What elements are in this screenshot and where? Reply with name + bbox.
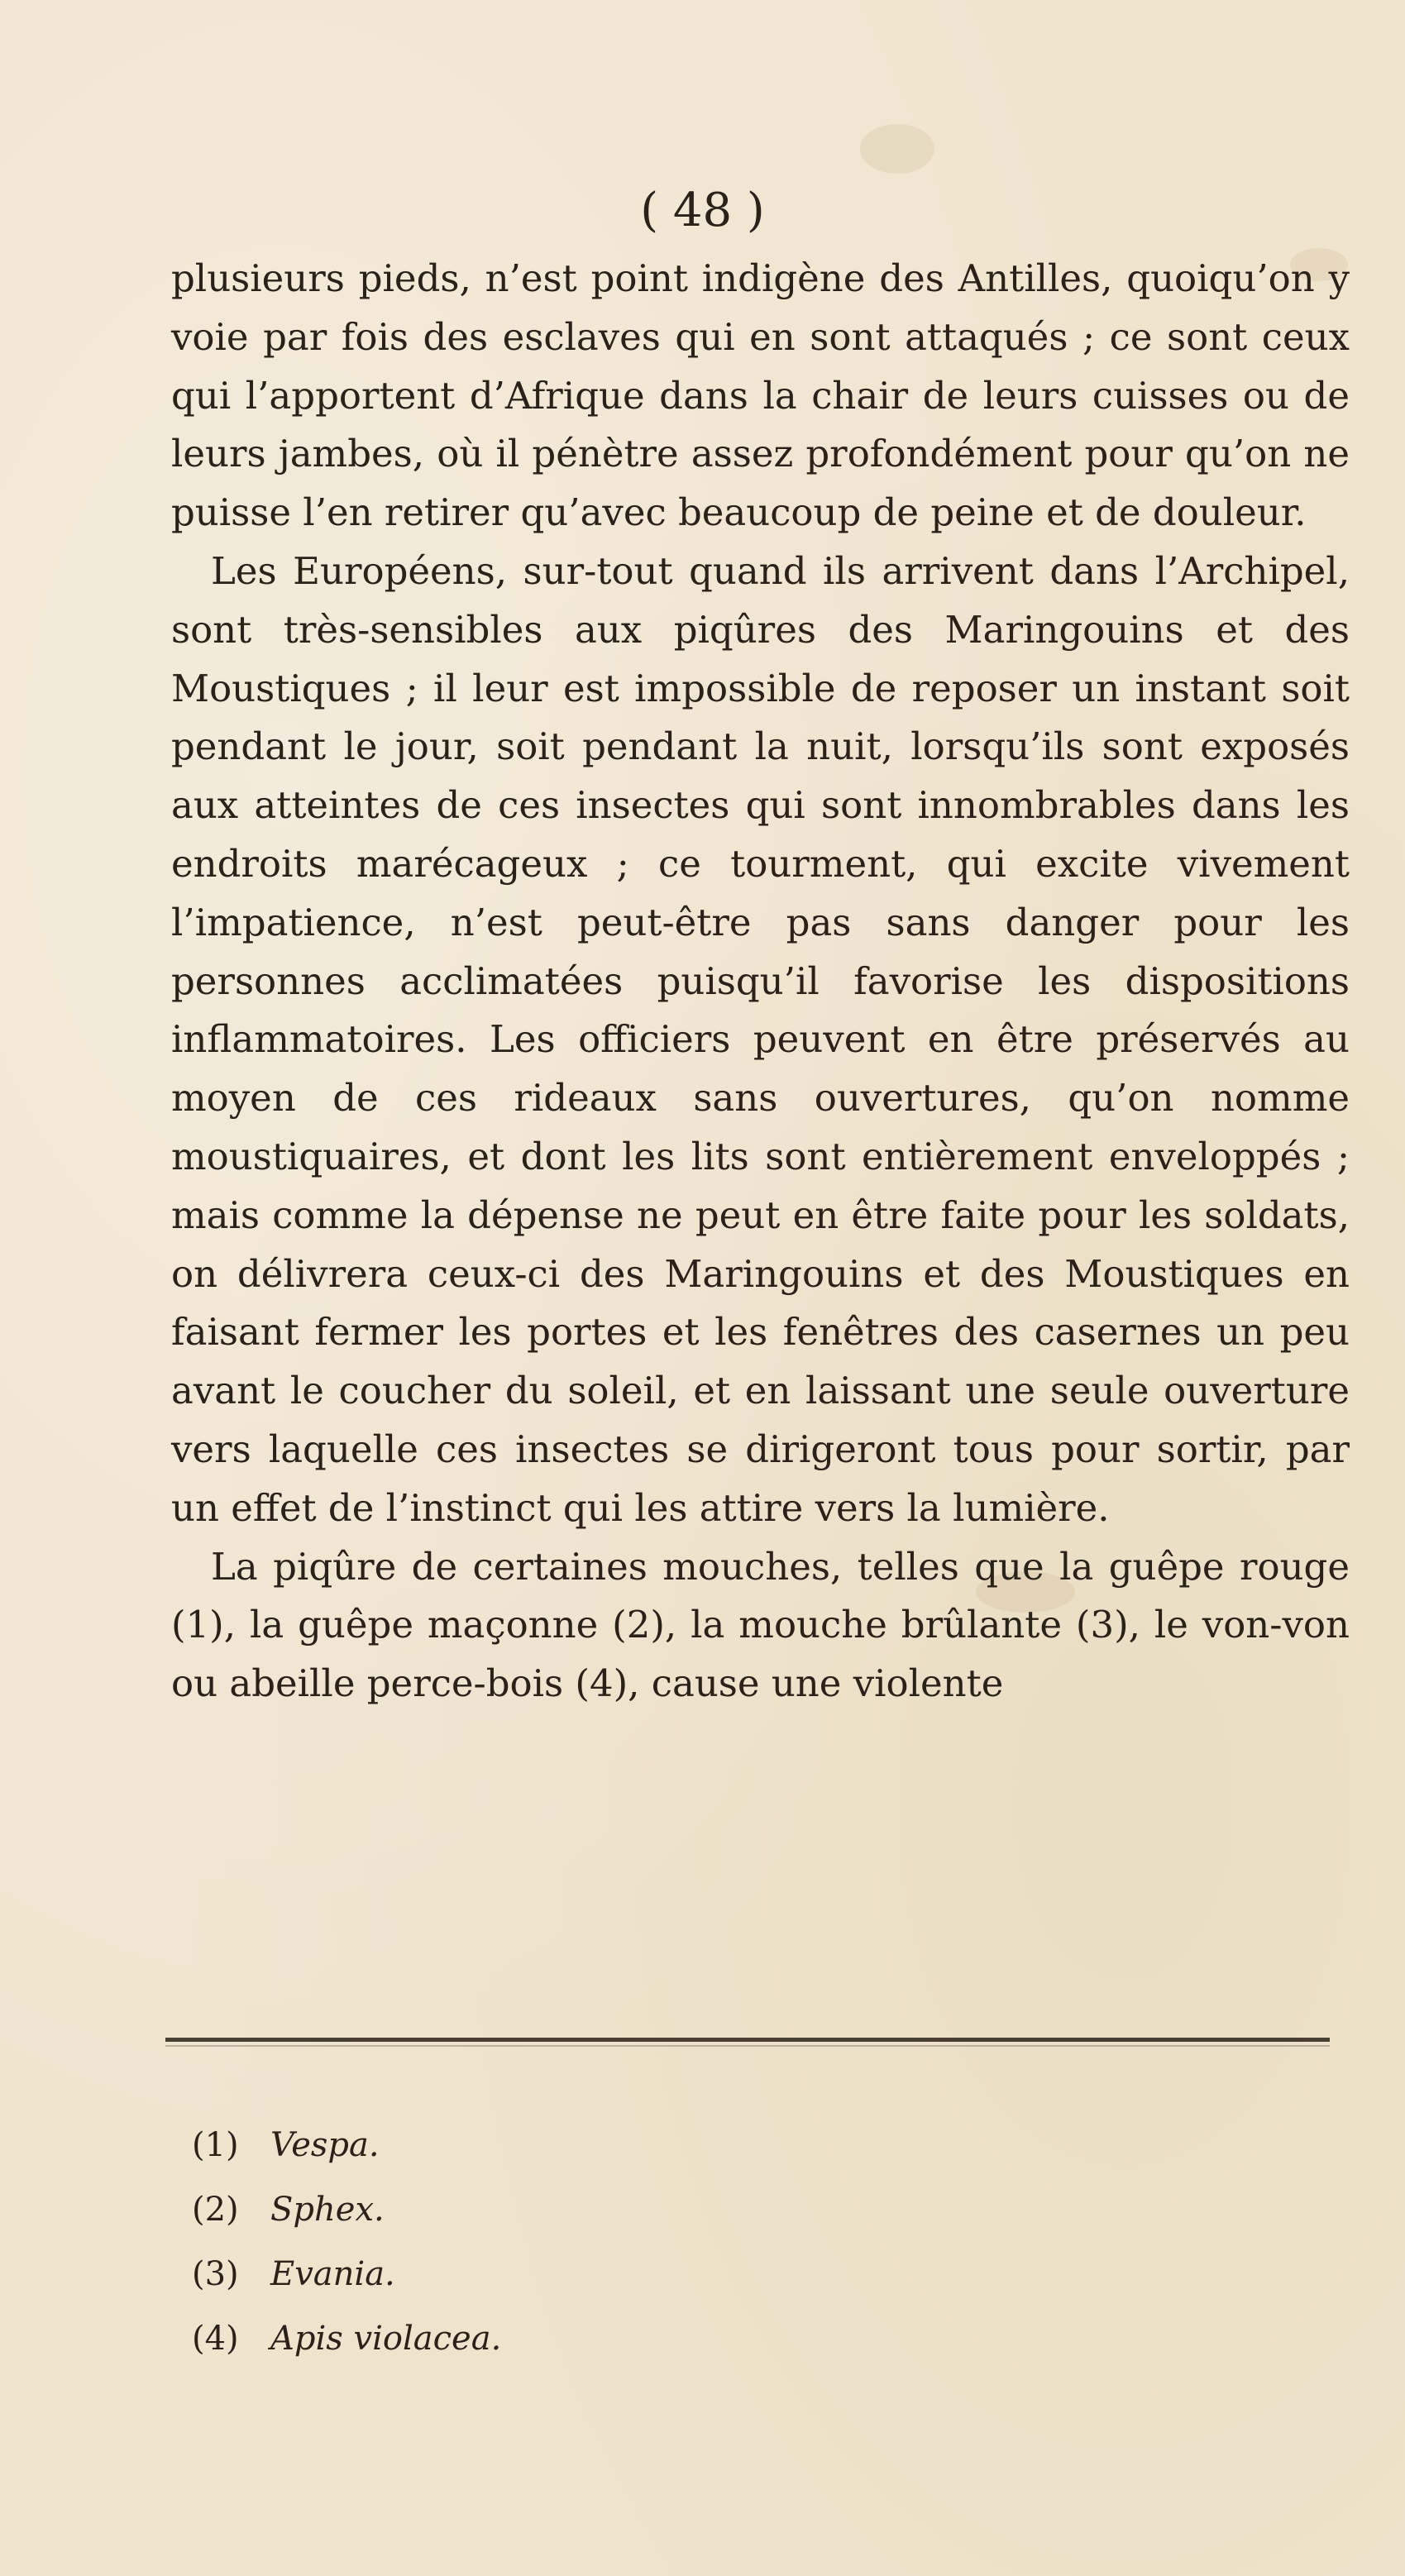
footnote [192,2242,501,2306]
paragraph: Les Européens, sur-tout quand ils arrivent dans l’Archipel, sont très-sensibles aux piqûres des Maringouins et des Moustiques ; il leur est impossible de reposer un instant soit pendant le jour, soit pendant la nuit, lorsqu’ils sont exposés aux atteintes de ces insectes qui sont innombrables dans les endroits marécageux ; ce tourment, qui excite vivement l’impatience, n’est peut-être pas sans danger pour les personnes acclimatées puisqu’il favorise les dispositions inflammatoires. Les officiers peuvent en être préservés au moyen de ces rideaux sans ouvertures, qu’on nomme moustiquaires, et dont les lits sont entièrement enveloppés ; mais comme la dépense ne peut en être faite pour les soldats, on délivrera ceux-ci des Maringouins et des Moustiques en faisant fermer les portes et les fenêtres des casernes un peu avant le coucher du soleil, et en laissant une seule ouverture vers laquelle ces insectes se dirigeront tous pour sortir, par un effet de l’instinct qui les attire vers la lumière. [171,548,1350,1530]
body-text [171,250,1350,1713]
footnote-number: (4) [192,2320,239,2358]
footnote-term: Evania. [270,2255,395,2293]
footnote-separator-shadow [165,2045,1330,2047]
footnote-number: (2) [192,2191,239,2229]
footnote [192,2113,501,2177]
footnote-term: Vespa. [270,2126,380,2164]
footnote-term: Apis violacea. [270,2320,502,2358]
paragraph: La piqûre de certaines mouches, telles que la guêpe rouge (1), la guêpe maçonne (2), la mouche brûlante (3), le von-von ou abeille perce-bois (4), cause une violente [171,1544,1350,1706]
footnote-term: Sphex. [270,2191,385,2229]
footnote [192,2306,501,2371]
paper-stain [860,124,934,174]
footnote-number: (3) [192,2255,239,2293]
footnotes [192,2113,501,2371]
footnote-number: (1) [192,2126,239,2164]
footnote-separator [165,2038,1330,2042]
footnote [192,2177,501,2242]
paragraph: plusieurs pieds, n’est point indigène des Antilles, quoiqu’on y voie par fois des esclaves qui en sont attaqués ; ce sont ceux qui l’apportent d’Afrique dans la chair de leurs cuisses ou de leurs jambes, où il pénètre assez profondément pour qu’on ne puisse l’en retirer qu’avec beaucoup de peine et de douleur. [171,256,1350,535]
page-number: ( 48 ) [640,184,765,237]
